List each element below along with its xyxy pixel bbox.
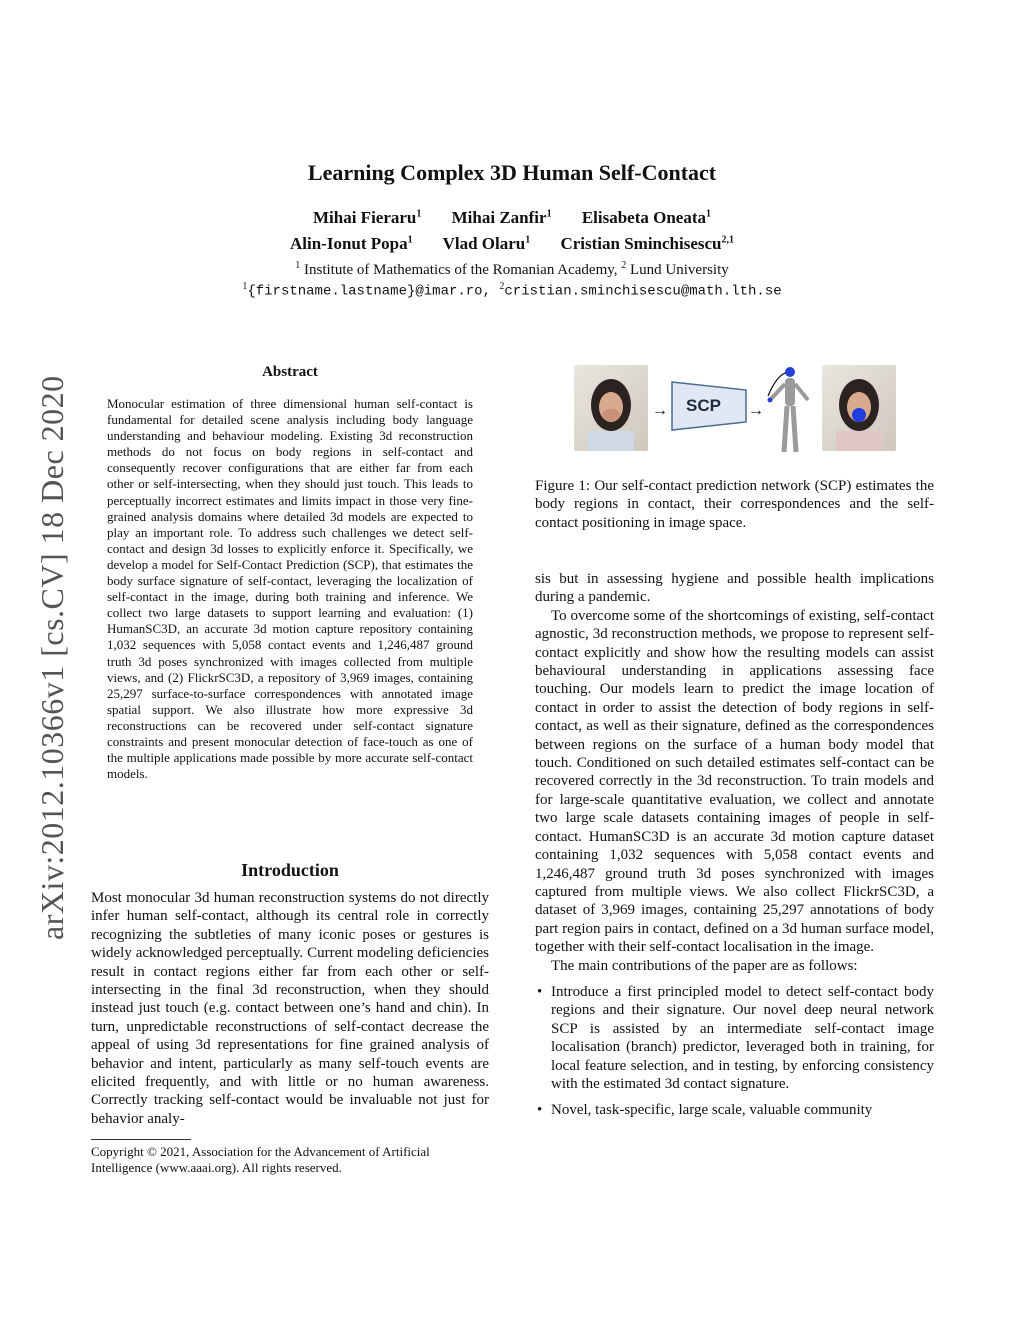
author-affil: 1 (525, 234, 531, 246)
emails: $^1${firstname.lastname}@imar.ro, $^2$cristian.sminchisescu@math.lth.se (242, 281, 782, 300)
author-name: Mihai Zanfir (451, 208, 547, 227)
author-affil: 2,1 (721, 234, 735, 246)
affiliations: $^1$ Institute of Mathematics of the Romanian Academy, $^2$ Lund University (295, 260, 729, 278)
paragraph: To overcome some of the shortcomings of existing, self-contact agnostic, 3d reconstruction methods, we propose to represent self-contact explicitly and show how the resulting models can assist behavioural understanding in applications assessing face touching. Our models learn to predict the image location of contact in order to assist the detection of body regions in self-contact, as well as their signature, defined as the correspondences between regions on the surface of a human body model that touch. Conditioned on such detailed estimates self-contact can be recovered correctly in the 3d reconstruction. To train models and for large-scale quantitative evaluation, we collect and annotate two large scale datasets containing images of people in self-contact. HumanSC3D is an accurate 3d motion capture dataset containing 1,032 sequences with 5,058 contact events and 1,246,487 ground truth 3d poses synchronized with images captured from multiple views. We also collect FlickrSC3D, a dataset of 3,969 images, containing 25,297 annotations of body part region pairs in contact, defined on a 3d human surface model, together with their self-contact localisation in the image. (535, 607, 934, 956)
contributions-list (535, 983, 934, 1120)
paper-title: Learning Complex 3D Human Self-Contact (307, 160, 717, 185)
author-name: Mihai Fieraru (312, 208, 417, 227)
arrow-right-icon: → (652, 402, 668, 419)
author-name: Cristian Sminchisescu (560, 234, 722, 253)
scp-label: SCP (686, 396, 721, 415)
author-name: Alin-Ionut Popa (289, 234, 408, 253)
author-affil: 1 (407, 234, 413, 246)
paragraph: sis but in assessing hygiene and possible health implications during a pandemic. (535, 571, 934, 606)
list-item: • Introduce a first principled model to detect self-contact body regions and their signature. Our novel deep neural network SCP is assisted by an intermediate self-contact image localisation (branch) predictor, leveraged both in training, for local feature selection, and in testing, by enforcing consistency with the estimated 3d contact signature. (535, 983, 934, 1093)
arxiv-identifier: arXiv:2012.10366v1 [cs.CV] 18 Dec 2020 (34, 375, 70, 940)
authors-row-2 (0, 234, 1024, 254)
copyright-footnote: Copyright © 2021, Association for the Advancement of Artificial Intelligence (www.aaai.org). All rights reserved. (91, 1144, 430, 1175)
paragraph: The main contributions of the paper are as follows: (551, 957, 858, 974)
abstract-text: Monocular estimation of three dimensional human self-contact is fundamental for detailed scene analysis including body language understanding and behaviour modeling. Existing 3d reconstruction methods do not focus on body regions in self-contact and consequently recover configurations that are either far from each other or self-intersecting, when they should just touch. This leads to perceptually incorrect estimates and limits impact in those very fine-grained analysis domains where detailed 3d models are expected to play an important role. To address such challenges we detect self-contact and design 3d losses to explicitly enforce it. Specifically, we develop a model for Self-Contact Prediction (SCP), that estimates the body surface signature of self-contact, leveraging the localization of self-contact in the image, during both training and inference. We collect two large datasets to support learning and evaluation: (1) HumanSC3D, an accurate 3d motion capture repository containing 1,032 sequences with 5,058 contact events and 1,246,487 ground truth 3d poses synchronized with images collected from multiple views, and (2) FlickrSC3D, a repository of 3,969 images, containing 25,297 surface-to-surface correspondences with annotated image spatial support. We also illustrate how more expressive 3d reconstructions can be recovered under self-contact signature constraints and present monocular detection of face-touch as one of the multiple applications made possible by more accurate self-contact models. (107, 396, 473, 782)
author-name: Elisabeta Oneata (581, 208, 707, 227)
introduction-heading: Introduction (241, 860, 339, 880)
author-affil: 1 (416, 208, 422, 220)
body-model-icon (760, 362, 820, 458)
right-column-text (535, 570, 934, 1128)
author-affil: 1 (706, 208, 712, 220)
author-name: Vlad Olaru (442, 234, 526, 253)
introduction-text: Most monocular 3d human reconstruction systems do not directly infer human self-contact, although its central role in correctly recognizing the subtleties of many iconic poses or gestures is widely acknowledged perceptually. Current modeling deficiencies result in contact regions either far from each other or self-intersecting in the final 3d reconstruction, when they should instead just touch (e.g. contact between one’s hand and chin). In turn, unpredictable reconstructions of self-contact decrease the appeal of using 3d representations for fine grained analysis of behavior and intent, particularly as many self-touch events are elicited frequently, and with little or no human awareness. Correctly tracking self-contact would be invaluable not just for behavior analy- (91, 890, 489, 1127)
abstract-heading: Abstract (262, 364, 318, 380)
author-affil: 1 (546, 208, 552, 220)
figure-1 (560, 360, 940, 460)
footnote-divider (91, 1139, 191, 1140)
figure-1-caption: Figure 1: Our self-contact prediction network (SCP) estimates the body regions in contact, their correspondences and the self-contact positioning in image space. (535, 478, 934, 531)
authors-row-1 (0, 208, 1024, 228)
output-photo (822, 365, 896, 451)
input-photo (574, 365, 648, 451)
list-item: • Novel, task-specific, large scale, valuable community (535, 1101, 934, 1119)
arrow-right-icon: → (748, 402, 764, 419)
